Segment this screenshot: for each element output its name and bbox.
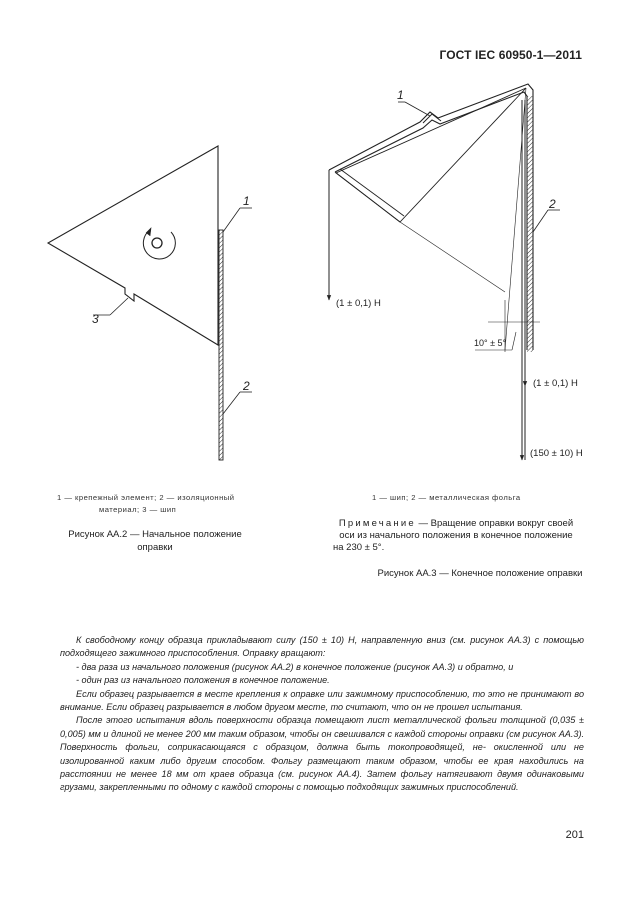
page-number: 201 <box>565 829 584 841</box>
spike <box>423 114 441 123</box>
angle-line-1 <box>505 88 526 350</box>
note-line-3: на 230 ± 5°. <box>333 542 385 553</box>
paragraph-4: Если образец разрывается в месте крепления к оправке или зажимному приспособлению, то это не принимают во внимание. Если образец разрывается в любом другом месте, то считают, что он не прошел испытания. <box>60 688 584 713</box>
label-2-left: 2 <box>243 379 250 393</box>
paragraph-3: - один раз из начального положения в конечное положение. <box>76 675 330 686</box>
force-left-label: (1 ± 0,1) Н <box>336 298 381 309</box>
figure-aa3-legend: 1 — шип; 2 — металлическая фольга <box>372 493 521 502</box>
mandrel-outline <box>48 146 218 345</box>
caption-aa2-line-2: оправки <box>137 542 173 553</box>
label-3-left: 3 <box>92 312 99 326</box>
note-title: Примечание <box>338 518 416 529</box>
figure-aa2-legend <box>57 492 257 516</box>
figure-aa2-caption <box>50 528 260 554</box>
paragraph-2: - два раза из начального положения (рисунок АА.2) в конечное положение (рисунок АА.3) и обратно, и <box>76 661 514 672</box>
leader-2-right <box>533 210 548 232</box>
note-line-1: — Вращение оправки вокруг своей <box>418 518 574 529</box>
figure-aa2-drawing <box>48 146 252 460</box>
body-text <box>60 634 584 795</box>
label-2-right: 2 <box>549 197 556 211</box>
note-line-2: оси из начального положения в конечное положение <box>339 530 573 541</box>
paragraph-5: После этого испытания вдоль поверхности образца помещают лист металлической фольги толщиной (0,035 ± 0,005) мм и длиной не менее 200 мм таким образом, чтобы он свешивался с каждой стороны оправки (см рисунок АА.3). Поверхность фольги, соприкасающаяся с образцом, должна быть токопроводящей, не- окисленной или не изолированной каким либо другим способом. Фольгу размещают таким образом, чтобы ее края находились на расстоянии не менее 18 мм от краев образца (см. рисунок АА.4). Затем фольгу натягивают двумя одинаковыми грузами, закрепленными по одному с каждой стороны с помощью подходящих зажимных приспособлений. <box>60 715 584 793</box>
axis-line <box>400 222 505 292</box>
label-1-right: 1 <box>397 88 404 102</box>
leader-1 <box>223 208 240 232</box>
legend-line-1: 1 — крепежный элемент; 2 — изоляционный <box>57 493 235 502</box>
foil-outer <box>329 84 533 350</box>
leader-2 <box>223 392 240 414</box>
leader-3 <box>110 298 128 315</box>
caption-aa2-line-1: Рисунок АА.2 — Начальное положение <box>68 529 242 540</box>
figure-aa3-drawing <box>329 84 560 460</box>
force-right-label: (1 ± 0,1) Н <box>533 378 578 389</box>
figure-aa3-caption: Рисунок АА.3 — Конечное положение оправки <box>377 568 583 579</box>
standard-header: ГОСТ IEC 60950-1—2011 <box>439 48 582 62</box>
figure-aa3-note <box>323 518 589 554</box>
paragraph-1: К свободному концу образца прикладывают силу (150 ± 10) Н, направленную вниз (см. рисунок АА.3) с помощью подходящего зажимного приспособления. Оправку вращают: <box>60 635 584 659</box>
label-1-left: 1 <box>243 194 250 208</box>
angle-label: 10° ± 5° <box>474 338 507 348</box>
leader-1-right <box>405 102 430 116</box>
mandrel-rotated <box>336 88 526 222</box>
force-bottom-label: (150 ± 10) Н <box>530 448 583 459</box>
insulating-strip <box>219 230 223 460</box>
legend-line-2: материал; 3 — шип <box>99 505 177 514</box>
foil-right-hatch <box>527 96 533 352</box>
